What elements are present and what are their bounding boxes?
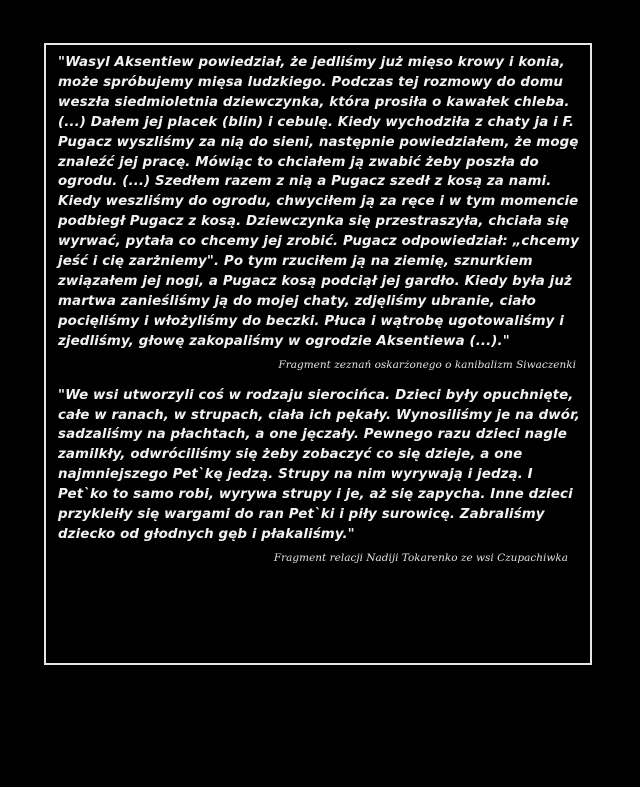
testimony-quote-1: "Wasyl Aksentiew powiedział, że jedliśmy już mięso krowy i konia, może spróbujemy mięsa ludzkiego. Podczas tej rozmowy do domu weszła siedmioletnia dziewczynka, która prosiła o kawałek chleba. (...) Dałem jej placek (blin) i cebulę. Kiedy wychodziła z chaty ja i F. Pugacz wyszliśmy za nią do sieni, następnie powiedziałem, że mogę znaleźć jej pracę. Mówiąc to chciałem ją zwabić żeby poszła do ogrodu. (...) Szedłem razem z nią a Pugacz szedł z kosą za nami. Kiedy weszliśmy do ogrodu, chwyciłem ją za ręce i w tym momencie podbiegł Pugacz z kosą. Dziewczynka się przestraszyła, chciała się wyrwać, pytała co chcemy jej zrobić. Pugacz odpowiedział: „chcemy jeść i cię zarżniemy". Po tym rzuciłem ją na ziemię, sznurkiem związałem jej nogi, a Pugacz kosą podciął jej gardło. Kiedy była już martwa zanieśliśmy ją do mojej chaty, zdjęliśmy ubranie, ciało pocięliśmy i włożyliśmy do beczki. Płuca i wątrobę ugotowaliśmy i zjedliśmy, głowę zakopaliśmy w ogrodzie Aksentiewa (...)."	[58, 55, 580, 349]
testimony-caption-2: Fragment relacji Nadiji Tokarenko ze wsi Czupachiwka	[273, 551, 568, 564]
text-frame	[44, 43, 592, 665]
testimony-caption-1: Fragment zeznań oskarżonego o kanibalizm Siwaczenki	[278, 358, 576, 371]
testimony-quote-2: "We wsi utworzyli coś w rodzaju sierocińca. Dzieci były opuchnięte, całe w ranach, w strupach, ciała ich pękały. Wynosiliśmy je na dwór, sadzaliśmy na płachtach, a one jęczały. Pewnego razu dzieci nagle zamilkły, odwróciliśmy się żeby zobaczyć co się dzieje, a one najmniejszego Pet`kę jedzą. Strupy na nim wyrywają i jedzą. I Pet`ko to samo robi, wyrywa strupy i je, aż się zapycha. Inne dzieci przykleiły się wargami do ran Pet`ki i piły surowicę. Zabraliśmy dziecko od głodnych gęb i płakaliśmy."	[58, 387, 580, 542]
